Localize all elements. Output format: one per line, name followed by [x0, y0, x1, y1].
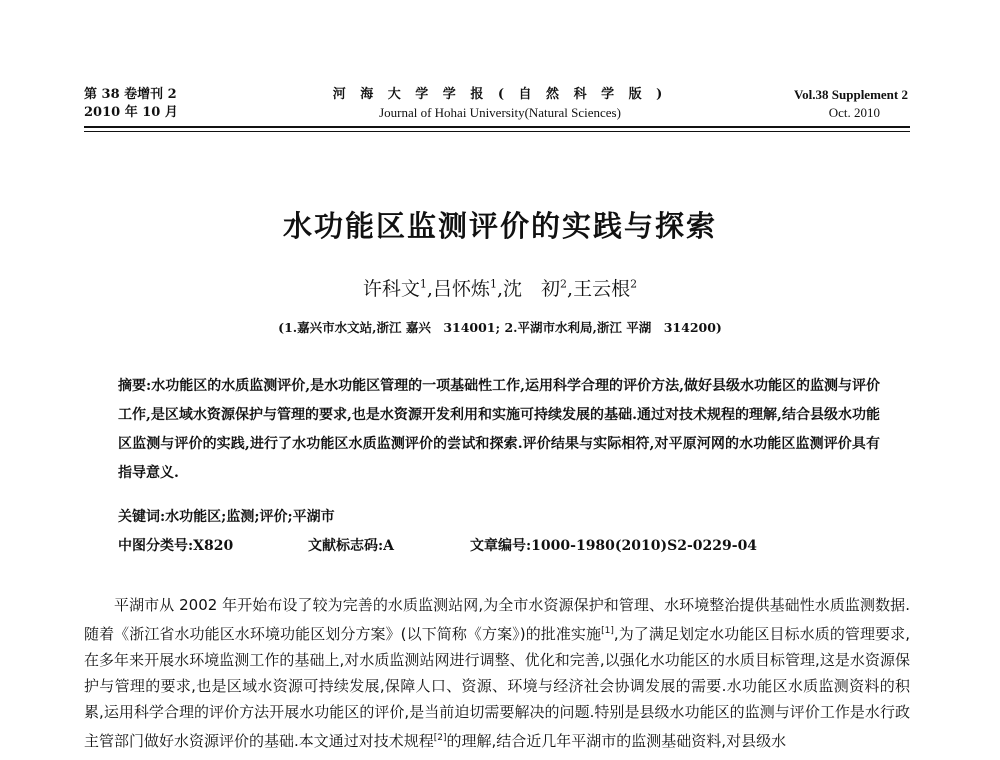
- citation-ref[interactable]: [2]: [433, 733, 447, 743]
- author-affiliation-mark: 1: [419, 277, 427, 291]
- abstract-text: 水功能区的水质监测评价,是水功能区管理的一项基础性工作,运用科学合理的评价方法,做好县级水功能区的监测与评价工作,是区域水资源保护与管理的要求,也是水资源开发利用和实施可持续发展的基础.通过对技术规程的理解,结合县级水功能区监测与评价的实践,进行了水功能区水质监测评价的尝试和探索.评价结果与实际相符,对平原河网的水功能区监测评价具有指导意义.: [118, 378, 881, 481]
- doc-code-item: [308, 535, 470, 555]
- journal-date-cn: 2010 年 10 月: [84, 105, 178, 120]
- keywords-text: 水功能区;监测;评价;平湖市: [165, 509, 335, 525]
- header-rule-thick: [84, 126, 910, 128]
- author-name: 吕怀炼: [432, 278, 490, 300]
- doc-code-label: 文献标志码:: [308, 538, 384, 554]
- body-text-part: ,为了满足划定水功能区目标水质的管理要求,在多年来开展水环境监测工作的基础上,对水质监测站网进行调整、优化和完善,以强化水功能区的水质目标管理,这是水资源保护与管理的要求,也是区域水资源可持续发展,保障人口、资源、环境与经济社会协调发展的需要.水功能区水质监测资料的积累,运用科学合理的评价方法开展水功能区的评价,是当前迫切需要解决的问题.特别是县级水功能区的监测与评价工作是水行政主管部门做好水资源评价的基础.本文通过对技术规程: [84, 625, 910, 750]
- author-name: 沈 初: [503, 278, 561, 300]
- author-affiliation-mark: 2: [630, 277, 638, 291]
- article-no-item: [470, 535, 757, 555]
- abstract: [118, 372, 880, 488]
- author-name: 王云根: [573, 278, 631, 300]
- journal-header-right: [794, 86, 908, 122]
- journal-volume-cn: 第 38 卷增刊 2: [84, 87, 177, 102]
- author-separator: ,: [426, 278, 433, 300]
- author-affiliation-mark: 1: [489, 277, 497, 291]
- classification-row: [118, 535, 898, 555]
- article-title: 水功能区监测评价的实践与探索: [282, 209, 717, 243]
- header-rule-thin: [84, 131, 910, 132]
- author-affiliation-mark: 2: [560, 277, 568, 291]
- article-no-value: 1000-1980(2010)S2-0229-04: [531, 538, 758, 554]
- abstract-label: 摘要:: [118, 378, 152, 394]
- author-affiliations: (1.嘉兴市水文站,浙江 嘉兴 314001; 2.平湖市水利局,浙江 平湖 314200): [278, 320, 722, 335]
- body-text-part: 平湖市从 2002 年开始布设了较为完善的水质监测站网,为全市水资源保护和管理、水环境整治提供基础性水质监测数据.随着《浙江省水功能区水环境功能区划分方案》(以下简称《方案》)的批准实施: [84, 596, 910, 643]
- journal-name-en: Journal of Hohai University(Natural Sciences): [379, 105, 621, 120]
- author-name: 许科文: [362, 278, 420, 300]
- doc-code-value: A: [383, 538, 395, 554]
- journal-volume-en: Vol.38 Supplement 2: [793, 87, 908, 102]
- clc-value: X820: [193, 538, 234, 554]
- keywords: [118, 506, 335, 526]
- article-no-label: 文章编号:: [470, 538, 532, 554]
- author-separator: ,: [496, 278, 504, 300]
- clc-label: 中图分类号:: [118, 538, 194, 554]
- journal-name-cn: 河 海 大 学 学 报 ( 自 然 科 学 版 ): [332, 87, 668, 102]
- body-text-part: 的理解,结合近几年平湖市的监测基础资料,对县级水: [446, 732, 787, 750]
- body-paragraph: [84, 592, 910, 754]
- citation-ref[interactable]: [1]: [601, 626, 614, 636]
- keywords-label: 关键词:: [118, 509, 166, 525]
- author-list: [0, 274, 1000, 301]
- author-separator: ,: [567, 278, 574, 300]
- clc-item: [118, 535, 308, 555]
- journal-date-en: Oct. 2010: [828, 105, 880, 120]
